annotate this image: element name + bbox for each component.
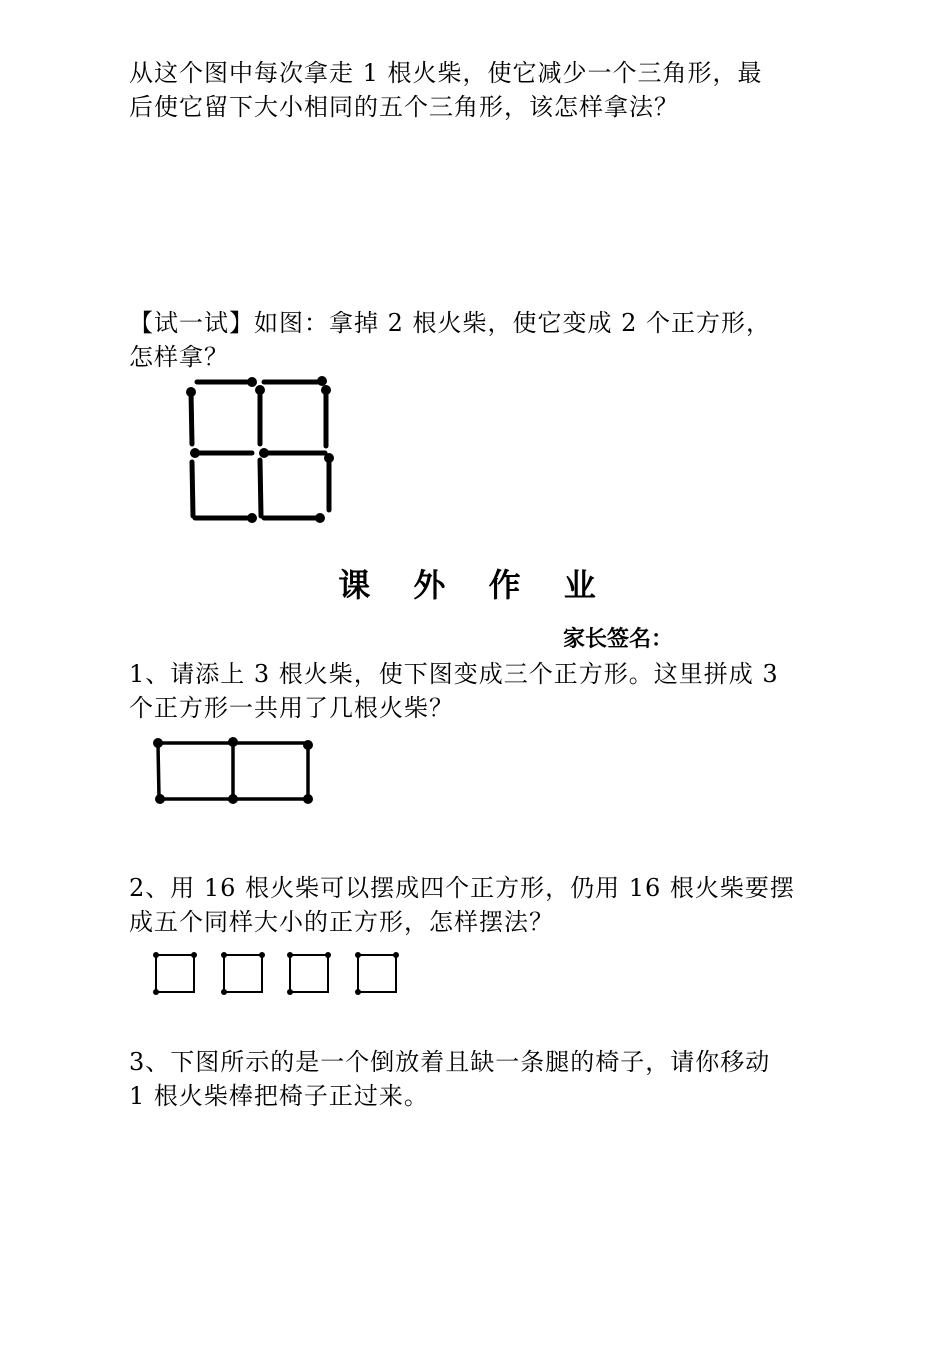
matchstick-four-squares-figure [148,947,408,1002]
question-1-text [129,657,829,725]
homework-title: 课 外 作 业 [338,566,612,604]
two-squares-sticks [158,743,308,799]
question-3-text [129,1045,829,1113]
top-problem-line2: 后使它留下大小相同的五个三角形，该怎样拿法？ [129,93,679,121]
question-1-line2: 个正方形一共用了几根火柴？ [129,694,454,722]
top-problem-text [129,56,829,124]
question-3-line2: 1 根火柴棒把椅子正过来。 [129,1082,429,1110]
top-problem-line1: 从这个图中每次拿走 1 根火柴，使它减少一个三角形，最 [129,59,763,87]
matchstick-2x2-squares-figure [180,370,340,530]
small-square-2 [221,952,265,995]
matchstick-two-squares-figure [150,735,320,810]
try-it-text [129,306,829,374]
question-2-line1: 2、用 16 根火柴可以摆成四个正方形，仍用 16 根火柴要摆 [129,874,795,902]
small-square-3 [287,952,331,995]
try-it-line1: 【试一试】如图：拿掉 2 根火柴，使它变成 2 个正方形， [129,309,772,337]
question-2-line2: 成五个同样大小的正方形，怎样摆法？ [129,908,554,936]
parent-signature-label: 家长签名： [563,627,674,652]
question-3-line1: 3、下图所示的是一个倒放着且缺一条腿的椅子，请你移动 [129,1048,771,1076]
small-square-4 [355,952,399,995]
try-it-line2: 怎样拿？ [129,343,229,371]
question-1-line1: 1、请添上 3 根火柴，使下图变成三个正方形。这里拼成 3 [129,660,779,688]
question-2-text [129,871,829,939]
small-square-1 [153,952,197,995]
